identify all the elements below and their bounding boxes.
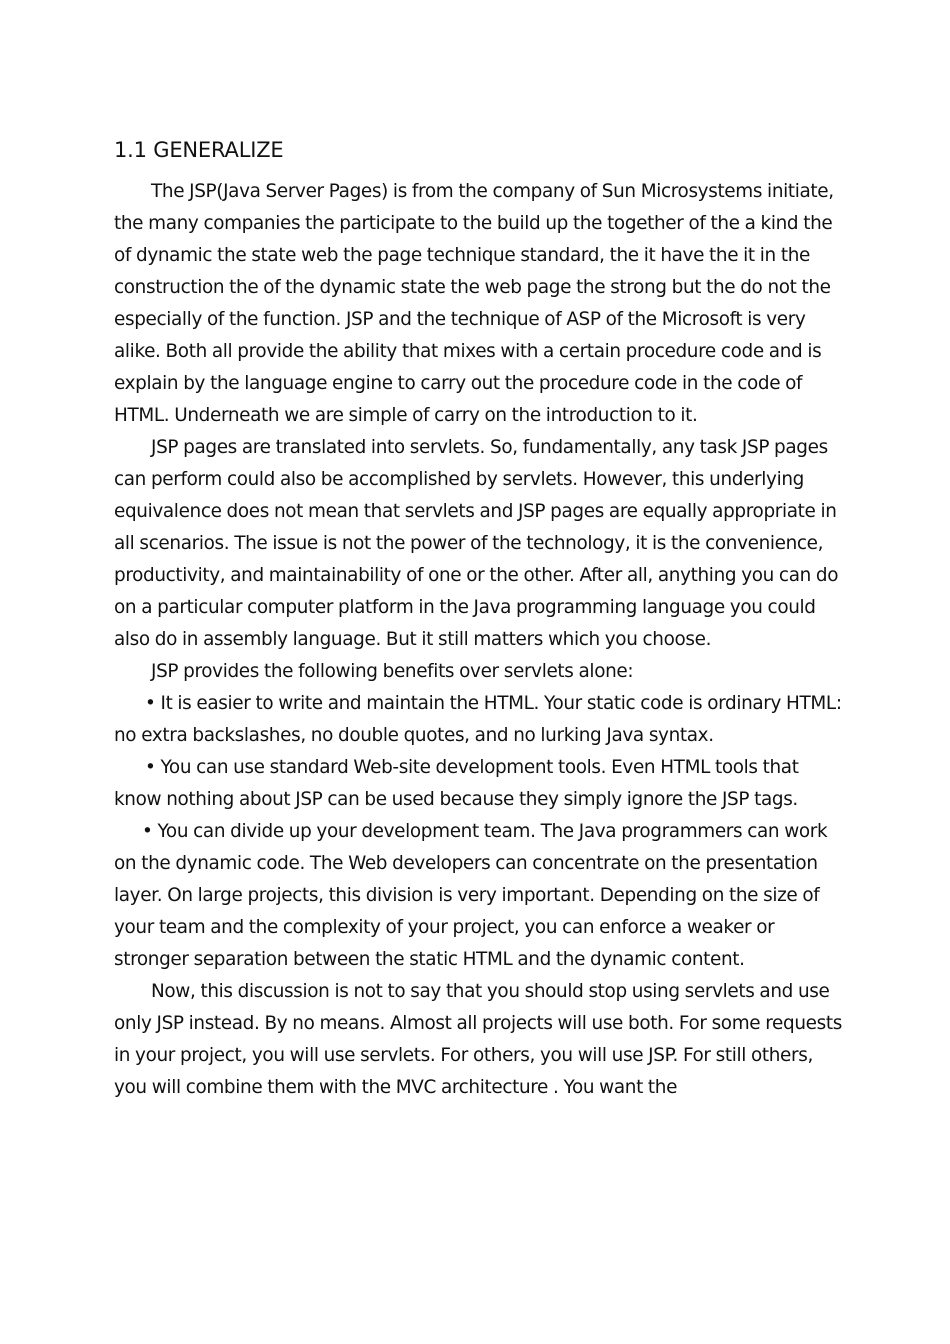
paragraph-intro: The JSP(Java Server Pages) is from the company of Sun Microsystems initiate, the many companies the participate to the build up the together of the a kind the of dynamic the state web the page technique standard, the it have the it in the construction the of the dynamic state the web page the strong but the do not the especially of the function. JSP and the technique of ASP of the Microsoft is very alike. Both all provide the ability that mixes with a certain procedure code and is explain by the language engine to carry out the procedure code in the code of HTML. Underneath we are simple of carry on the introduction to it. [114,181,834,426]
bullet-item-html: • It is easier to write and maintain the HTML. Your static code is ordinary HTML: no extra backslashes, no double quotes, and no lurking Java syntax. [114,693,842,746]
body-text [114,176,844,1104]
section-heading: 1.1 GENERALIZE [114,138,284,162]
paragraph-conclusion: Now, this discussion is not to say that you should stop using servlets and use only JSP instead. By no means. Almost all projects will use both. For some requests in your project, you will use servlets. For others, you will use JSP. For still others, you will combine them with the MVC architecture . You want the [114,981,842,1098]
bullet-item-team: • You can divide up your development team. The Java programmers can work on the dynamic code. The Web developers can concentrate on the presentation layer. On large projects, this division is very important. Depending on the size of your team and the complexity of your project, you can enforce a weaker or stronger separation between the static HTML and the dynamic content. [114,821,828,970]
paragraph-benefits-intro: JSP provides the following benefits over servlets alone: [151,661,634,682]
bullet-item-tools: • You can use standard Web-site development tools. Even HTML tools that know nothing about JSP can be used because they simply ignore the JSP tags. [114,757,799,810]
paragraph-servlets: JSP pages are translated into servlets. So, fundamentally, any task JSP pages can perform could also be accomplished by servlets. However, this underlying equivalence does not mean that servlets and JSP pages are equally appropriate in all scenarios. The issue is not the power of the technology, it is the convenience, productivity, and maintainability of one or the other. After all, anything you can do on a particular computer platform in the Java programming language you could also do in assembly language. But it still matters which you choose. [114,437,839,650]
